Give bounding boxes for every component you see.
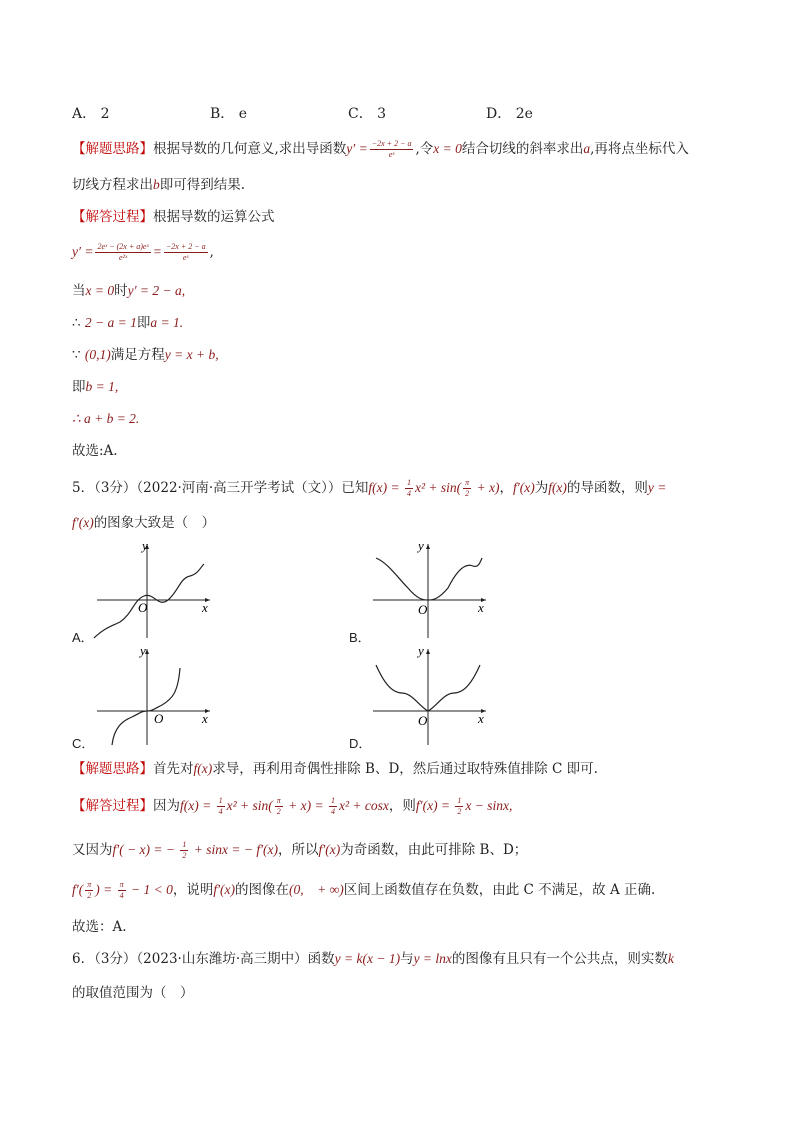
q4-step1: 当x = 0时y′ = 2 − a, bbox=[72, 283, 186, 299]
q4-derivative: y′ = $\frac{\text{2eˣ − (2x + a)eˣ}}{\text{e²ˣ}}$ = $\frac{-2x + 2 - a}{\text{eˣ}}$ , bbox=[72, 242, 214, 262]
graph-c bbox=[92, 643, 217, 748]
q5-odd: 又因为f′( − x) = − $\frac{1}{2}$ + sinx = − f′(x)，所以f′(x)为奇函数，由此可排除 B、D； bbox=[72, 840, 528, 860]
q4-step4: 即b = 1, bbox=[72, 379, 119, 395]
q4-step2: ∴ 2 − a = 1即a = 1. bbox=[72, 315, 184, 331]
curve-b bbox=[376, 558, 482, 600]
choice-a: A． 2 bbox=[72, 106, 110, 122]
axis-x-d: x bbox=[478, 711, 484, 726]
graph-label-b: B． bbox=[349, 630, 371, 645]
graph-d bbox=[368, 643, 493, 748]
q5-approach: 【解题思路】首先对f(x)求导，再利用奇偶性排除 B、D，然后通过取特殊值排除 C 即可. bbox=[72, 761, 598, 777]
axis-x-a: x bbox=[202, 600, 208, 615]
q4-approach: 【解题思路】根据导数的几何意义,求出导函数y′ = $\frac{-2x + 2 - a}{\text{eˣ}}$ ,令x = 0结合切线的斜率求出a,再将点坐标代入 bbox=[72, 139, 689, 159]
q6-stem-cont: 的取值范围为（ ） bbox=[72, 985, 194, 1001]
graph-label-a: A． bbox=[72, 630, 94, 645]
choice-c: C． 3 bbox=[348, 106, 387, 122]
choice-b: B． e bbox=[210, 106, 248, 122]
axis-y-b: y bbox=[418, 538, 424, 553]
axis-o-c: O bbox=[154, 711, 164, 726]
q5-process: 【解答过程】因为f(x) = $\frac{1}{4}$ x² + sin( $\frac{\pi}{2}$ + x) = $\frac{1}{4}$ x² + cosx，则f′(x) = $\frac{1}{2}$ x − sinx, bbox=[72, 796, 513, 816]
q4-process: 【解答过程】根据导数的运算公式 bbox=[72, 209, 275, 225]
axis-x-b: x bbox=[478, 600, 484, 615]
axis-y-c: y bbox=[140, 643, 146, 658]
q4-approach-cont: 切线方程求出b即可得到结果. bbox=[72, 177, 246, 193]
curve-a bbox=[94, 564, 204, 638]
q5-value: f′( $\frac{\pi}{2}$ ) = $\frac{\pi}{4}$ − 1 < 0，说明f′(x)的图像在(0, + ∞)区间上函数值存在负数，由此 C 不满足，故 A 正确. bbox=[72, 880, 656, 900]
graph-b bbox=[368, 538, 493, 643]
q4-answer: 故选:A. bbox=[72, 443, 118, 459]
choice-d: D． 2e bbox=[486, 106, 533, 122]
axis-x-c: x bbox=[202, 711, 208, 726]
axis-y-a: y bbox=[142, 538, 148, 553]
curve-c bbox=[112, 668, 180, 745]
q6-stem: 6．（3分）（2023·山东潍坊·高三期中）函数y = k(x − 1)与y = lnx的图像有且只有一个公共点，则实数k bbox=[72, 951, 674, 967]
axis-o-a: O bbox=[138, 600, 148, 615]
graph-label-d: D． bbox=[349, 736, 372, 751]
q5-stem: 5．（3分）（2022·河南·高三开学考试（文））已知f(x) = $\frac{1}{4}$ x² + sin( $\frac{\pi}{2}$ + x)，f′(x)为f(x)的导函数，则y = bbox=[72, 478, 667, 498]
graph-label-c: C． bbox=[72, 736, 95, 751]
graph-a bbox=[92, 538, 217, 643]
q4-step5: ∴ a + b = 2. bbox=[72, 411, 140, 426]
q5-stem-cont: f′(x)的图象大致是（ ） bbox=[72, 515, 216, 531]
q4-step3: ∵ (0,1)满足方程y = x + b, bbox=[72, 347, 219, 363]
q5-answer: 故选：A. bbox=[72, 919, 127, 935]
axis-o-b: O bbox=[418, 602, 428, 617]
axis-o-d: O bbox=[418, 713, 428, 728]
axis-y-d: y bbox=[418, 643, 424, 658]
